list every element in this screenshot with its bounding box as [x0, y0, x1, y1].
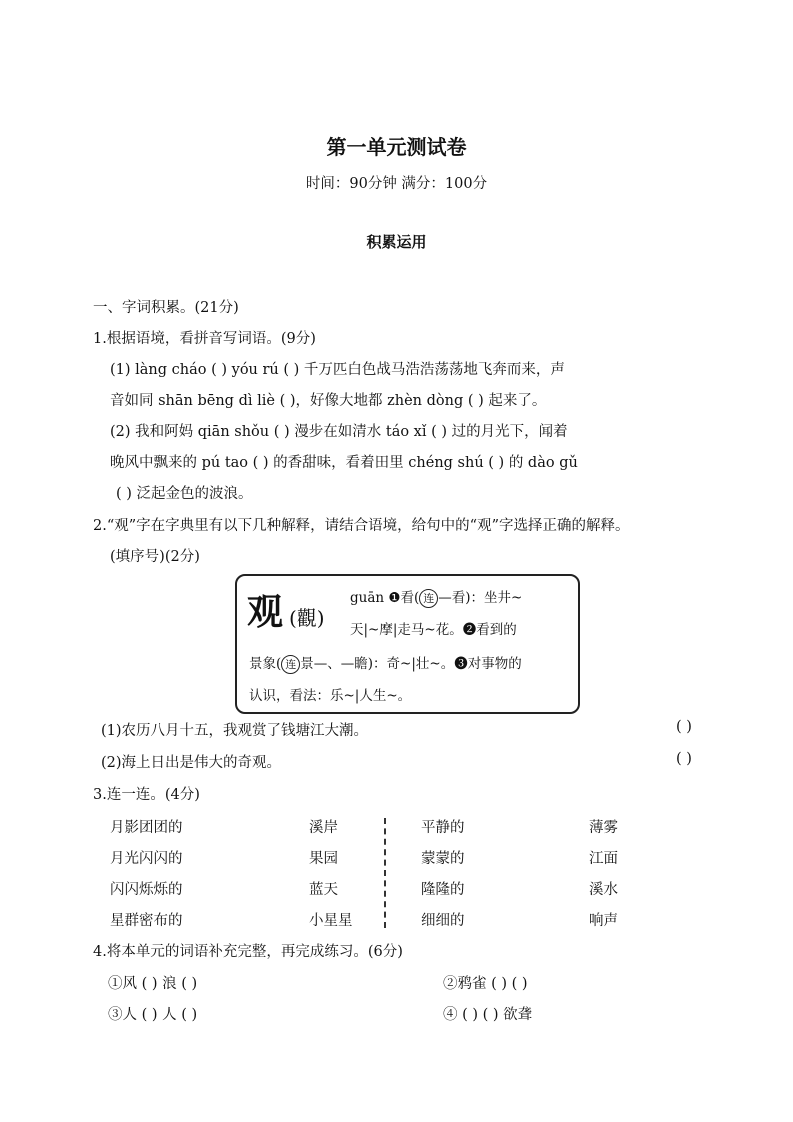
match-item[interactable]: 溪水: [589, 882, 618, 898]
match-item[interactable]: 薄雾: [589, 820, 618, 836]
question-1-line: (2) 我和阿妈 qiān shǒu ( ) 漫步在如清水 táo xǐ ( ) 过的月光下，闻着: [110, 424, 568, 440]
question-2-heading: 2.“观”字在字典里有以下几种解释，请结合语境，给句中的“观”字选择正确的解释。: [93, 518, 630, 534]
match-item[interactable]: 江面: [589, 851, 618, 867]
question-2-sentence: (1)农历八月十五，我观赏了钱塘江大潮。: [101, 723, 369, 739]
question-1-heading: 1.根据语境，看拼音写词语。(9分): [93, 331, 316, 347]
lian-mark: 连: [419, 589, 438, 608]
fill-item[interactable]: ③人 ( ) 人 ( ): [108, 1007, 198, 1023]
match-item[interactable]: 月光闪闪的: [110, 851, 183, 867]
page-title: 第一单元测试卷: [326, 135, 467, 159]
lian-mark: 连: [281, 655, 300, 674]
question-1-line: (1) làng cháo ( ) yóu rú ( ) 千万匹白色战马浩浩荡荡地飞奔而来，声: [110, 362, 565, 378]
traditional-form: (觀): [289, 606, 325, 630]
fill-item[interactable]: ①风 ( ) 浪 ( ): [108, 976, 198, 992]
question-4-heading: 4.将本单元的词语补充完整，再完成练习。(6分): [93, 944, 403, 960]
question-1-line: ( ) 泛起金色的波浪。: [116, 486, 253, 502]
fill-item[interactable]: ④ ( ) ( ) 欲聋: [443, 1007, 533, 1023]
definition-text: 认识，看法：乐~|人生~。: [249, 688, 412, 704]
match-divider: [384, 818, 386, 928]
answer-blank[interactable]: ( ): [676, 751, 692, 767]
definition-text: —看)：坐井~: [438, 590, 523, 606]
question-3-heading: 3.连一连。(4分): [93, 787, 200, 803]
match-item[interactable]: 隆隆的: [421, 882, 465, 898]
match-item[interactable]: 果园: [309, 851, 338, 867]
match-item[interactable]: 星群密布的: [110, 913, 183, 929]
match-item[interactable]: 平静的: [421, 820, 465, 836]
match-item[interactable]: 蒙蒙的: [421, 851, 465, 867]
match-item[interactable]: 细细的: [421, 913, 465, 929]
question-1-line: 音如同 shān bēng dì liè ( )，好像大地都 zhèn dòng ( ) 起来了。: [110, 393, 547, 409]
fill-item[interactable]: ②鸦雀 ( ) ( ): [443, 976, 528, 992]
section-title: 积累运用: [366, 233, 427, 251]
match-item[interactable]: 蓝天: [309, 882, 338, 898]
answer-blank[interactable]: ( ): [676, 719, 692, 735]
definition-text: 景象(: [249, 656, 282, 672]
match-item[interactable]: 闪闪烁烁的: [110, 882, 183, 898]
dictionary-character: 观: [247, 591, 284, 633]
definition-text: 景—、—瞻)：奇~|壮~。❸对事物的: [300, 656, 522, 672]
question-2-sentence: (2)海上日出是伟大的奇观。: [101, 755, 282, 771]
definition-text: 天|~摩|走马~花。❷看到的: [350, 622, 517, 638]
match-item[interactable]: 溪岸: [309, 820, 338, 836]
exam-meta: 时间：90分钟 满分：100分: [305, 176, 488, 192]
question-1-line: 晚风中飘来的 pú tao ( ) 的香甜味，看着田里 chéng shú ( ) 的 dào gǔ: [110, 455, 578, 471]
dictionary-box: [235, 574, 580, 714]
definition-text: guān ❶看(: [350, 590, 420, 606]
match-item[interactable]: 响声: [589, 913, 618, 929]
question-2-note: (填序号)(2分): [110, 549, 200, 565]
part-heading: 一、字词积累。(21分): [93, 300, 239, 316]
match-item[interactable]: 月影团团的: [110, 820, 183, 836]
match-item[interactable]: 小星星: [309, 913, 353, 929]
